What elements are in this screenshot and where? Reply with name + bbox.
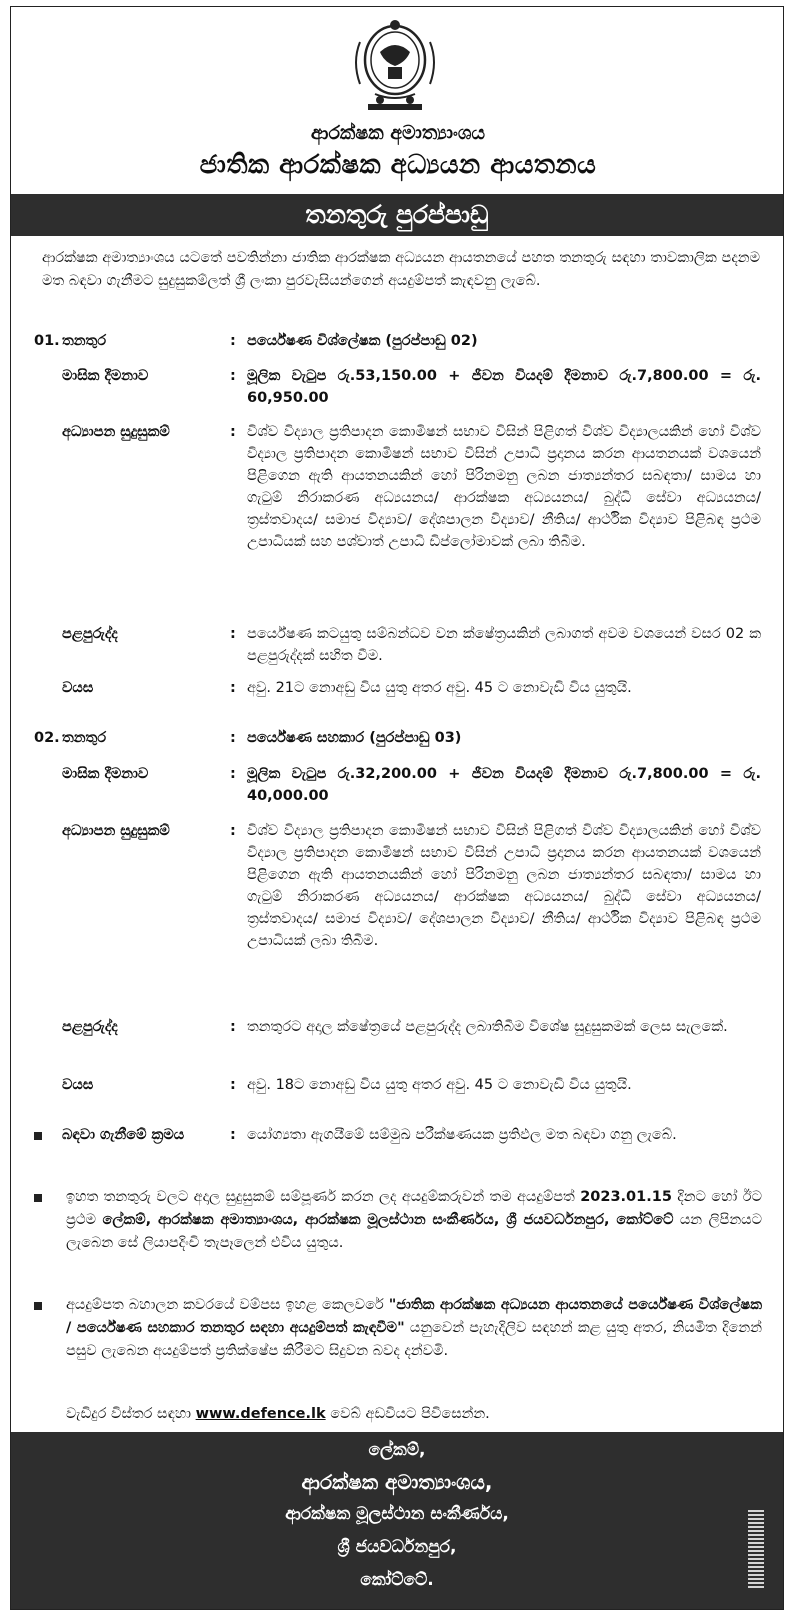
bullet-icon <box>34 1302 42 1310</box>
colon: : <box>230 333 236 349</box>
post2-exp-label: පළපුරුද්ද <box>62 1019 118 1035</box>
post2-edu-value: විශ්ව විද්‍යාල ප්‍රතිපාදන කොමිෂන් සභාව විසින් පිළිගත් විශ්ව විද්‍යාලයකින් හෝ විශ්ව විද්‍යාල ප්‍රතිපාදන කොමිෂන් සභාව විසින් උපාධි ප්‍රදානය කරන ආයතනයක් වශයෙන් පිළිගෙන ඇති ආයතනයකින් හෝ පිරිනමනු ලබන ජාත්‍යන්තර සබඳතා/ සාමය හා ගැටුම් නිරාකරණ අධ්‍යයනය/ ආරක්ෂක අධ්‍යයනය/ බුද්ධි සේවා අධ්‍යයනය/ ත්‍රස්තවාදය/ සමාජ විද්‍යාව/ දේශපාලන විද්‍යාව/ නීතිය/ ආර්ථික විද්‍යාව පිළිබඳ ප්‍රථම උපාධියක් ලබා තිබීම. <box>247 823 761 949</box>
note2-text: අයදුම්පත බහාලන කවරයේ වම්පස ඉහළ කෙලවරේ <box>66 1297 389 1313</box>
post1-number: 01. <box>34 333 60 349</box>
ministry-name: ආරක්ෂක අමාත්‍යාංශය <box>310 122 486 144</box>
post2-age-label: වයස <box>62 1077 94 1093</box>
colon: : <box>230 730 236 746</box>
post1-post-value: පර්යේෂණ විශ්ලේෂක (පුරප්පාඩු 02) <box>247 333 478 349</box>
colon: : <box>230 1127 236 1143</box>
website-line <box>66 1403 762 1426</box>
colon: : <box>230 424 236 440</box>
bullet-icon <box>34 1132 42 1140</box>
post2-age-value: අවු. 18ට නොඅඩු විය යුතු අතර අවු. 45 ට නොවැඩි විය යුතුයි. <box>247 1077 632 1093</box>
footer-town: කෝට්ටේ. <box>360 1570 434 1590</box>
recruitment-value: යෝග්‍යතා ඇගයීමේ සම්මුඛ පරීක්ෂණයක ප්‍රතිඵල මත බඳවා ගනු ලැබේ. <box>247 1127 677 1143</box>
post1-exp-label: පළපුරුද්ද <box>62 626 118 642</box>
website-link[interactable]: www.defence.lk <box>195 1406 326 1422</box>
footer-city: ශ්‍රී ජයවර්ධනපුර, <box>337 1537 457 1557</box>
barcode-strip <box>748 1510 764 1590</box>
footer-complex: ආරක්ෂක මූලස්ථාන සංකීර්ණය, <box>285 1504 509 1524</box>
post2-post-label: තනතුර <box>62 730 107 746</box>
bullet-icon <box>34 1194 42 1202</box>
footer-secretary: ලේකම්, <box>368 1440 426 1460</box>
post2-salary-label: මාසික දීමනාව <box>62 766 149 782</box>
post2-edu-label: අධ්‍යාපන සුදුසුකම් <box>62 823 170 839</box>
post2-salary-value: මූලික වැටුප රු.32,200.00 + ජීවන වියදම් දීමනාව රු.7,800.00 = රු. 40,000.00 <box>247 766 761 804</box>
post1-salary-value: මූලික වැටුප රු.53,150.00 + ජීවන වියදම් දීමනාව රු.7,800.00 = රු. 60,950.00 <box>247 368 761 406</box>
website-text: වෙබ් අඩවියට පිවිසෙන්න. <box>325 1406 490 1422</box>
post2-number: 02. <box>34 730 60 746</box>
mailing-address: ලේකම්, ආරක්ෂක අමාත්‍යාංශය, ආරක්ෂක මූලස්ථාන සංකීර්ණය, ශ්‍රී ජයවර්ධනපුර, කෝට්ටේ <box>102 1212 674 1228</box>
colon: : <box>230 1077 236 1093</box>
post2-post-value: පර්යේෂණ සහකාර (පුරප්පාඩු 03) <box>247 730 462 746</box>
vacancies-banner: තනතුරු පුරප්පාඩු <box>11 194 783 236</box>
colon: : <box>230 680 236 696</box>
colon: : <box>230 368 236 384</box>
post1-salary-label: මාසික දීමනාව <box>62 368 149 384</box>
post1-post-label: තනතුර <box>62 333 107 349</box>
colon: : <box>230 626 236 642</box>
website-text: වැඩිදුර විස්තර සඳහා <box>66 1406 196 1422</box>
application-instructions <box>66 1186 762 1255</box>
note1-text: දිනට හෝ ඊට ප්‍රථම <box>66 1189 762 1228</box>
colon: : <box>230 1019 236 1035</box>
note2-text: යනුවෙන් පැහැදිලිව සඳහන් කළ යුතු අතර, නියමිත දිනෙන් පසුව ලැබෙන අයදුම්පත් ප්‍රතික්ෂේප කිරීමට සිදුවන බවද දන්වමි. <box>66 1320 762 1359</box>
colon: : <box>230 766 236 782</box>
envelope-heading: "ජාතික ආරක්ෂක අධ්‍යයන ආයතනයේ පර්යේෂණ විශ්ලේෂක / පර්යේෂණ සහකාර තනතුර සඳහා අයදුම්පත් කැඳවීම" <box>66 1297 762 1336</box>
note1-text: ඉහත තනතුරු වලට අදාල සුදුසුකම් සම්පූර්ණ කරන ලද අයදුම්කරුවන් තම අයදුම්පත් <box>66 1189 581 1205</box>
footer-address-block <box>11 1432 783 1609</box>
intro-paragraph: ආරක්ෂක අමාත්‍යාංශය යටතේ පවතින්නා ජාතික ආරක්ෂක අධ්‍යයන ආයතනයේ පහත තනතුරු සඳහා තාවකාලික පදනම මත බඳවා ගැනීමට සුදුසුකම්ලත් ශ්‍රී ලංකා පුරවැසියන්ගෙන් අයදුම්පත් කැඳවනු ලැබේ. <box>42 250 760 289</box>
envelope-instructions <box>66 1294 762 1363</box>
sri-lanka-emblem-icon <box>340 12 450 122</box>
deadline-date: 2023.01.15 <box>580 1189 672 1205</box>
post1-edu-label: අධ්‍යාපන සුදුසුකම් <box>62 424 170 440</box>
footer-ministry: ආරක්ෂක අමාත්‍යාංශය, <box>301 1470 493 1494</box>
post2-exp-value: තනතුරට අදාල ක්ෂේත්‍රයේ පළපුරුද්ද ලබාතිබීම විශේෂ සුදුසුකමක් ලෙස සැලකේ. <box>247 1019 728 1035</box>
post1-exp-value: පර්යේෂණ කටයුතු සම්බන්ධව වන ක්ෂේත්‍රයකින් ලබාගත් අවම වශයෙන් වසර 02 ක පළපුරුද්දක් සහිත වීම. <box>247 626 761 664</box>
note1-text: යන ලිපිනයට ලැබෙන සේ ලියාපදිංචි තැපෑලෙන් එවිය යුතුය. <box>66 1212 762 1251</box>
institute-name: ජාතික ආරක්ෂක අධ්‍යයන ආයතනය <box>199 150 597 180</box>
colon: : <box>230 823 236 839</box>
post1-age-value: අවු. 21ට නොඅඩු විය යුතු අතර අවු. 45 ට නොවැඩි විය යුතුයි. <box>247 680 632 696</box>
post1-edu-value: විශ්ව විද්‍යාල ප්‍රතිපාදන කොමිෂන් සභාව විසින් පිළිගත් විශ්ව විද්‍යාලයකින් හෝ විශ්ව විද්‍යාල ප්‍රතිපාදන කොමිෂන් සභාව විසින් උපාධි ප්‍රදානය කරන ආයතනයක් වශයෙන් පිළිගෙන ඇති ආයතනයකින් හෝ පිරිනමනු ලබන ජාත්‍යන්තර සබඳතා/ සාමය හා ගැටුම් නිරාකරණ අධ්‍යයනය/ ආරක්ෂක අධ්‍යයනය/ බුද්ධි සේවා අධ්‍යයනය/ ත්‍රස්තවාදය/ සමාජ විද්‍යාව/ දේශපාලන විද්‍යාව/ නීතිය/ ආර්ථික විද්‍යාව පිළිබඳ ප්‍රථම උපාධියක් සහ පශ්චාත් උපාධි ඩිප්ලෝමාවක් ලබා තිබීම. <box>247 424 761 550</box>
recruitment-label: බඳවා ගැනීමේ ක්‍රමය <box>62 1127 185 1143</box>
post1-age-label: වයස <box>62 680 94 696</box>
